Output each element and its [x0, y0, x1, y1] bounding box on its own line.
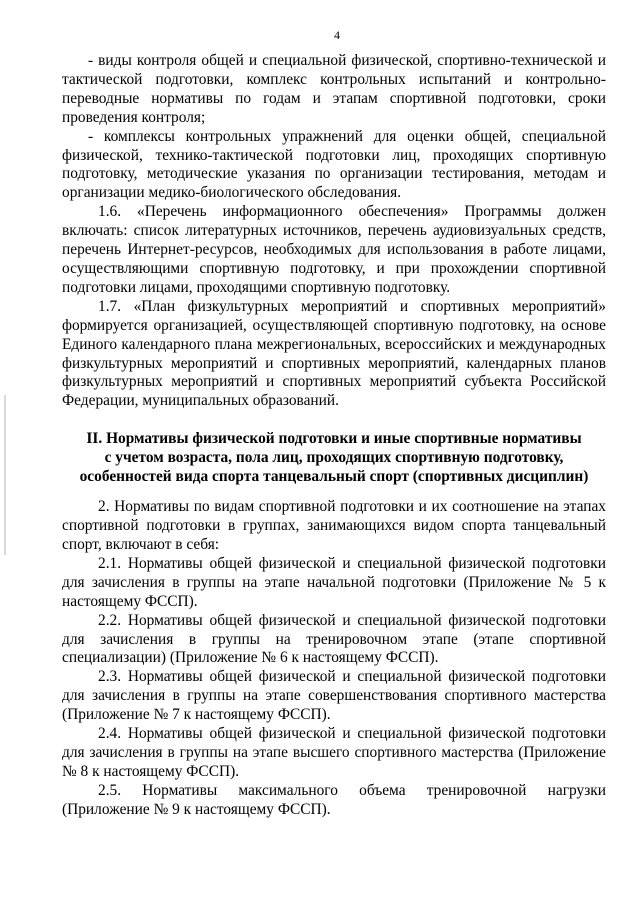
section-heading-line-2: с учетом возраста, пола лиц, проходящих спортивную подготовку,	[104, 449, 564, 467]
paragraph-2-2: 2.2. Нормативы общей физической и специальной физической подготовки для зачисления в группы на тренировочном этапе (этапе спортивной специализации) (Приложение № 6 к настоящему ФССП).	[62, 611, 606, 667]
paragraph-2-4: 2.4. Нормативы общей физической и специальной физической подготовки для зачисления в группы на этапе высшего спортивного мастерства (Приложение № 8 к настоящему ФССП).	[62, 725, 606, 780]
paragraph-2-1: 2.1. Нормативы общей физической и специальной физической подготовки для зачисления в группы на этапе начальной подготовки (Приложение № 5 к настоящему ФССП).	[62, 554, 606, 610]
paragraph-control-types: - виды контроля общей и специальной физической, спортивно-технической и тактической подготовки, комплекс контрольных испытаний и контрольно-переводные нормативы по годам и этапам спортивной подготовки, сроки проведения контроля;	[62, 52, 606, 126]
paragraph-2-3: 2.3. Нормативы общей физической и специальной физической подготовки для зачисления в группы на этапе совершенствования спортивного мастерства (Приложение № 7 к настоящему ФССП).	[62, 668, 606, 724]
section-heading-line-1: II. Нормативы физической подготовки и иные спортивные нормативы	[86, 430, 582, 448]
document-page	[62, 28, 606, 820]
paragraph-1-6: 1.6. «Перечень информационного обеспечения» Программы должен включать: список литературных источников, перечень аудиовизуальных средств, перечень Интернет-ресурсов, необходимых для использования в работе лицами, осуществляющими спортивную подготовку, и при прохождении спортивной подготовки лицами, проходящими спортивную подготовку.	[62, 203, 606, 296]
scan-edge-mark	[4, 395, 6, 555]
section-heading-line-3: особенностей вида спорта танцевальный спорт (спортивных дисциплин)	[79, 468, 589, 486]
paragraph-2-5: 2.5. Нормативы максимального объема тренировочной нагрузки (Приложение № 9 к настоящему ФССП).	[62, 781, 606, 818]
paragraph-2: 2. Нормативы по видам спортивной подготовки и их соотношение на этапах спортивной подготовки в группах, занимающихся видом спорта танцевальный спорт, включают в себя:	[62, 498, 606, 554]
paragraph-1-7: 1.7. «План физкультурных мероприятий и спортивных мероприятий» формируется организацией, осуществляющей спортивную подготовку, на основе Единого календарного плана межрегиональных, всероссийских и международных физкультурных мероприятий и спортивных мероприятий, календарных планов физкультурных мероприятий и спортивных мероприятий субъекта Российской Федерации, муниципальных образований.	[62, 297, 606, 410]
section-heading	[62, 429, 606, 486]
paragraph-control-exercises: - комплексы контрольных упражнений для оценки общей, специальной физической, технико-тактической подготовки лиц, проходящих спортивную подготовку, методические указания по организации тестирования, методам и организации медико-биологического обследования.	[62, 127, 606, 202]
page-number: 4	[334, 28, 340, 42]
